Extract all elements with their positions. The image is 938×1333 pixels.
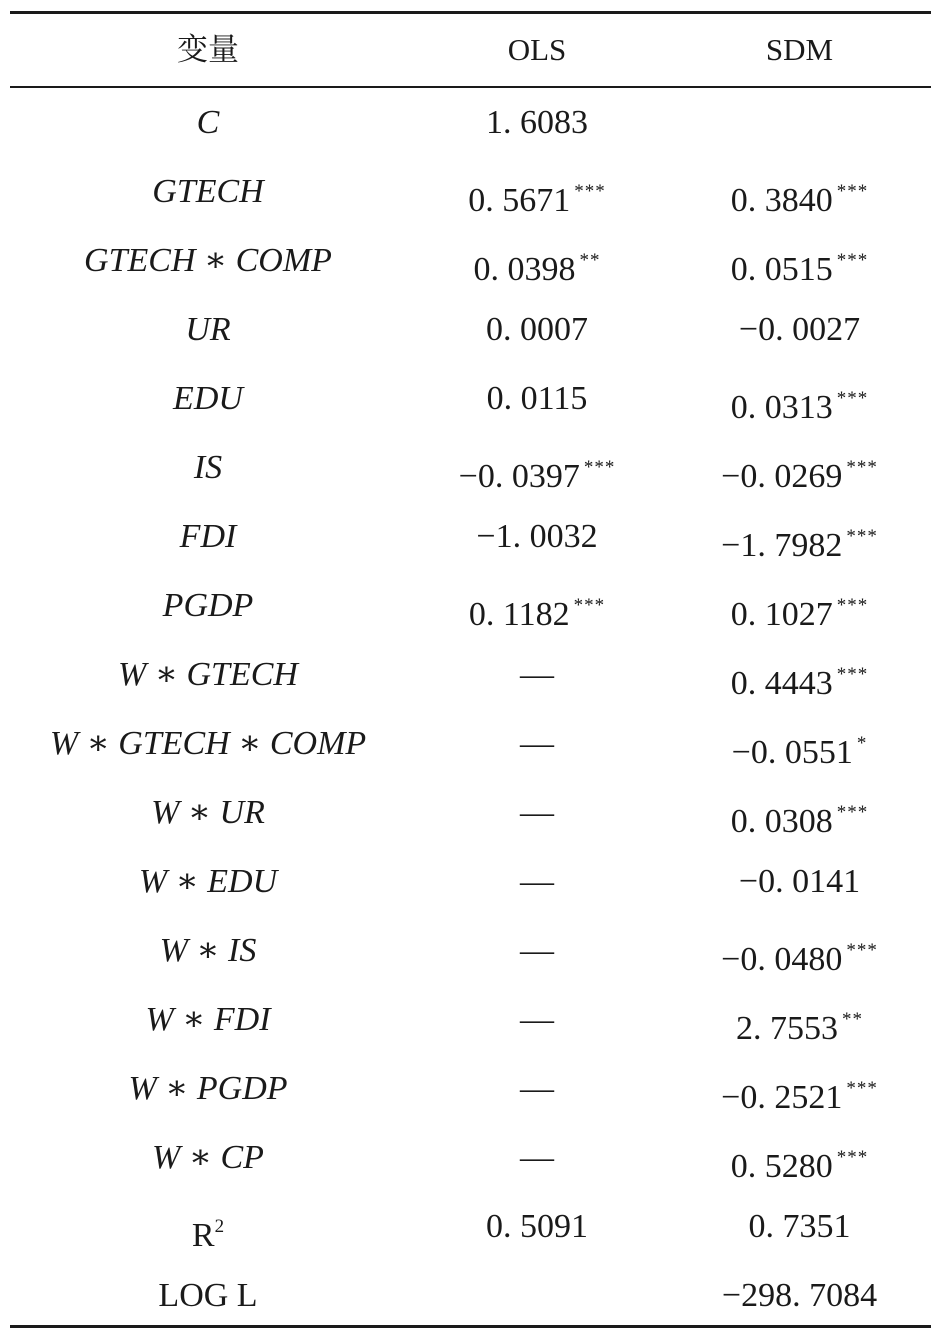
ols-cell (406, 295, 668, 364)
variable-name: LOG L (158, 1277, 258, 1314)
sdm-cell (668, 295, 931, 364)
ols-cell (406, 571, 668, 640)
coefficient-value: −1. 0032 (476, 518, 598, 555)
significance-stars: *** (583, 457, 616, 478)
variable-cell (10, 364, 406, 433)
significance-stars: *** (836, 181, 869, 202)
variable-cell (10, 847, 406, 916)
table-row (0, 1192, 938, 1261)
coefficient-value: 0. 0313 (730, 389, 833, 426)
variable-cell (10, 502, 406, 571)
ols-cell (406, 88, 668, 157)
sdm-cell (668, 433, 931, 502)
bottom-rule (10, 1325, 931, 1328)
sdm-cell (668, 640, 931, 709)
coefficient-value: 0. 1182 (468, 596, 570, 633)
variable-name: W ∗ PGDP (128, 1070, 288, 1107)
ols-cell (406, 226, 668, 295)
significance-stars: *** (573, 595, 606, 616)
variable-name: W ∗ UR (151, 794, 265, 831)
significance-stars: *** (846, 457, 878, 478)
header-sdm: SDM (765, 32, 834, 67)
coefficient-value: 1. 6083 (486, 104, 588, 141)
coefficient-value: 0. 4443 (730, 665, 833, 702)
table-row (0, 157, 938, 226)
coefficient-value: −0. 0480 (721, 941, 843, 978)
top-rule (10, 11, 931, 14)
sdm-cell (668, 916, 931, 985)
significance-stars: *** (574, 181, 606, 202)
significance-stars: * (856, 733, 868, 754)
variable-name: W ∗ FDI (145, 1001, 271, 1038)
coefficient-value: 0. 0115 (486, 380, 588, 417)
coefficient-value: — (520, 1070, 554, 1107)
coefficient-value: 0. 0308 (730, 803, 833, 840)
table-row (0, 1123, 938, 1192)
coefficient-value: — (520, 725, 554, 762)
variable-name: W ∗ IS (159, 932, 257, 969)
significance-stars: *** (836, 388, 869, 409)
variable-name: PGDP (162, 587, 254, 624)
sdm-cell (668, 502, 931, 571)
coefficient-value: 0. 3840 (730, 182, 833, 219)
ols-cell (406, 433, 668, 502)
variable-name: IS (193, 449, 223, 486)
coefficient-value: — (520, 1001, 554, 1038)
table-row (0, 1261, 938, 1330)
sdm-cell (668, 1054, 931, 1123)
variable-cell (10, 571, 406, 640)
coefficient-value: 0. 0398 (473, 251, 576, 288)
sdm-cell (668, 985, 931, 1054)
sdm-cell (668, 364, 931, 433)
coefficient-value: 0. 1027 (730, 596, 833, 633)
significance-stars: *** (836, 250, 869, 271)
ols-cell (406, 709, 668, 778)
significance-stars: *** (836, 664, 869, 685)
ols-cell (406, 157, 668, 226)
coefficient-value: 0. 5280 (730, 1148, 833, 1185)
coefficient-value: 0. 7351 (748, 1208, 851, 1245)
coefficient-value: — (520, 794, 554, 831)
variable-name: UR (185, 311, 231, 348)
variable-name: EDU (173, 380, 243, 417)
coefficient-value: — (520, 863, 554, 900)
coefficient-value: −0. 0269 (721, 458, 843, 495)
variable-cell (10, 1123, 406, 1192)
significance-stars: ** (842, 1009, 863, 1030)
variable-cell (10, 1261, 406, 1330)
coefficient-value: −0. 2521 (721, 1079, 843, 1116)
coefficient-value: — (520, 1139, 554, 1176)
ols-cell (406, 502, 668, 571)
header-ols: OLS (507, 32, 567, 67)
coefficient-value: −0. 0027 (738, 311, 861, 348)
sdm-cell (668, 571, 931, 640)
sdm-cell (668, 1192, 931, 1261)
significance-stars: *** (846, 940, 878, 961)
variable-cell (10, 640, 406, 709)
ols-cell (406, 640, 668, 709)
variable-name: W ∗ CP (152, 1139, 264, 1176)
coefficient-value: 0. 0515 (730, 251, 833, 288)
ols-cell (406, 1261, 668, 1330)
coefficient-value: 0. 0007 (486, 311, 588, 348)
coefficient-value: — (520, 932, 554, 969)
table-row (0, 640, 938, 709)
table-row (0, 847, 938, 916)
significance-stars: *** (836, 802, 869, 823)
variable-cell (10, 916, 406, 985)
coefficient-value: −0. 0551 (731, 734, 853, 771)
variable-name: R (191, 1217, 215, 1254)
sdm-cell (668, 778, 931, 847)
variable-name: C (196, 104, 220, 141)
variable-name: W ∗ EDU (138, 863, 278, 900)
variable-name: GTECH (152, 173, 264, 210)
table-row (0, 916, 938, 985)
table-row (0, 571, 938, 640)
ols-cell (406, 364, 668, 433)
significance-stars: *** (846, 526, 878, 547)
table-row (0, 295, 938, 364)
variable-cell (10, 709, 406, 778)
variable-cell (10, 433, 406, 502)
sdm-cell (668, 847, 931, 916)
ols-cell (406, 985, 668, 1054)
table-row (0, 778, 938, 847)
variable-cell (10, 295, 406, 364)
variable-name: W ∗ GTECH ∗ COMP (49, 725, 367, 762)
variable-cell (10, 985, 406, 1054)
variable-cell (10, 1054, 406, 1123)
coefficient-value: −0. 0141 (738, 863, 861, 900)
variable-cell (10, 157, 406, 226)
table-row (0, 502, 938, 571)
variable-cell (10, 778, 406, 847)
table-row (0, 1054, 938, 1123)
table-row (0, 985, 938, 1054)
coefficient-value: — (520, 656, 554, 693)
coefficient-value: −298. 7084 (721, 1277, 878, 1314)
sdm-cell (668, 157, 931, 226)
table-row (0, 226, 938, 295)
variable-cell (10, 1192, 406, 1261)
significance-stars: ** (579, 250, 601, 271)
sdm-cell (668, 226, 931, 295)
sdm-cell (668, 1261, 931, 1330)
ols-cell (406, 1123, 668, 1192)
significance-stars: *** (836, 595, 869, 616)
coefficient-value: 0. 5091 (486, 1208, 588, 1245)
variable-name: FDI (179, 518, 237, 555)
ols-cell (406, 778, 668, 847)
significance-stars: *** (846, 1078, 878, 1099)
ols-cell (406, 1192, 668, 1261)
ols-cell (406, 1054, 668, 1123)
variable-name: GTECH ∗ COMP (84, 242, 332, 279)
ols-cell (406, 847, 668, 916)
coefficient-value: 2. 7553 (736, 1010, 838, 1047)
table-row (0, 364, 938, 433)
significance-stars: *** (836, 1147, 869, 1168)
coefficient-value: 0. 5671 (468, 182, 571, 219)
table-row (0, 433, 938, 502)
table-row (0, 88, 938, 157)
sdm-cell (668, 709, 931, 778)
sdm-cell (668, 88, 931, 157)
coefficient-value: −1. 7982 (721, 527, 843, 564)
variable-cell (10, 226, 406, 295)
header-variable: 变量 (177, 32, 239, 67)
ols-cell (406, 916, 668, 985)
coefficient-value: −0. 0397 (458, 458, 580, 495)
variable-name: W ∗ GTECH (118, 656, 298, 693)
sdm-cell (668, 1123, 931, 1192)
table-row (0, 709, 938, 778)
variable-cell (10, 88, 406, 157)
variable-superscript: 2 (214, 1216, 225, 1237)
